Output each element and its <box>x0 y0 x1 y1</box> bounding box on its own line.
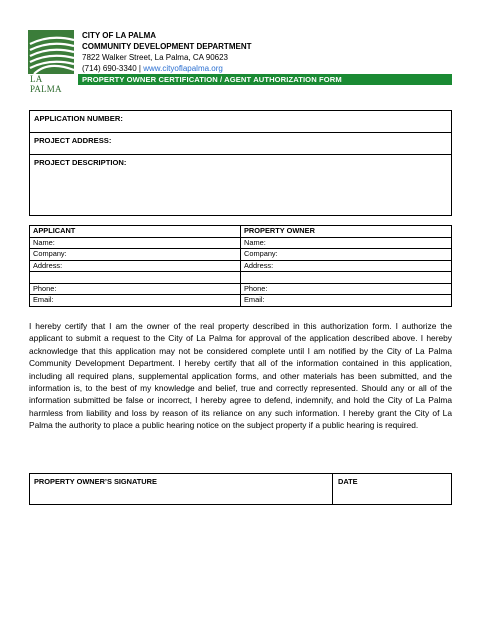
phone-number: (714) 690-3340 | <box>82 64 142 73</box>
city-name: CITY OF LA PALMA <box>82 31 157 40</box>
owner-phone-field[interactable]: Phone: <box>241 283 452 295</box>
application-number-label: APPLICATION NUMBER: <box>34 114 123 123</box>
certification-paragraph: I hereby certify that I am the owner of the real property described in this authorization form. I authorize the applicant to submit a request to the City of La Palma for approval of the application described above. I hereby acknowledge that this application may not be considered complete until I am notified by the City of La Palma Community Development Department. I hereby certify that all of the information contained in this application, including all required plans, supplemental application forms, and other materials has been submitted, and the information is, to the best of my knowledge and belief, true and correctly represented. Should any or all of the information submitted be false or incorrect, I hereby agree to defend, indemnify, and hold the City of La Palma harmless from liability and loss by reason of its reliance on any such information. I hereby grant the City of La Palma the authority to place a public hearing notice on the subject property if a public hearing is required. <box>29 321 452 431</box>
applicant-company-field[interactable]: Company: <box>30 249 241 261</box>
applicant-email-field[interactable]: Email: <box>30 295 241 307</box>
contact-table <box>29 225 452 307</box>
website-link[interactable]: www.cityoflapalma.org <box>143 64 223 73</box>
logo-wordmark: LA PALMA <box>30 74 62 94</box>
owner-name-field[interactable]: Name: <box>241 237 452 249</box>
property-owner-header: PROPERTY OWNER <box>241 226 452 238</box>
owner-address-field[interactable]: Address: <box>241 260 452 272</box>
project-description-field[interactable] <box>30 155 451 216</box>
project-address-label: PROJECT ADDRESS: <box>34 136 112 145</box>
owner-signature-field[interactable] <box>30 474 333 504</box>
owner-address-line2-field[interactable] <box>241 272 452 284</box>
table-row <box>30 295 452 307</box>
contact-line <box>82 64 223 74</box>
form-title-banner: PROPERTY OWNER CERTIFICATION / AGENT AUTHORIZATION FORM <box>78 74 452 85</box>
applicant-name-field[interactable]: Name: <box>30 237 241 249</box>
table-row <box>30 283 452 295</box>
owner-signature-label: PROPERTY OWNER’S SIGNATURE <box>34 477 157 486</box>
owner-company-field[interactable]: Company: <box>241 249 452 261</box>
project-address-field[interactable] <box>30 133 451 155</box>
project-description-label: PROJECT DESCRIPTION: <box>34 158 127 167</box>
table-row <box>30 272 452 284</box>
signature-box <box>29 473 452 505</box>
applicant-header: APPLICANT <box>30 226 241 238</box>
application-number-field[interactable] <box>30 111 451 133</box>
palm-logo-icon <box>28 30 74 74</box>
application-info-box <box>29 110 452 216</box>
applicant-address-field[interactable]: Address: <box>30 260 241 272</box>
table-row <box>30 237 452 249</box>
applicant-address-line2-field[interactable] <box>30 272 241 284</box>
table-header-row <box>30 226 452 238</box>
applicant-phone-field[interactable]: Phone: <box>30 283 241 295</box>
owner-email-field[interactable]: Email: <box>241 295 452 307</box>
street-address: 7822 Walker Street, La Palma, CA 90623 <box>82 53 229 62</box>
date-label: DATE <box>338 477 358 486</box>
date-field[interactable] <box>333 474 451 504</box>
table-row <box>30 260 452 272</box>
city-logo <box>28 30 74 94</box>
table-row <box>30 249 452 261</box>
department-name: COMMUNITY DEVELOPMENT DEPARTMENT <box>82 42 252 51</box>
